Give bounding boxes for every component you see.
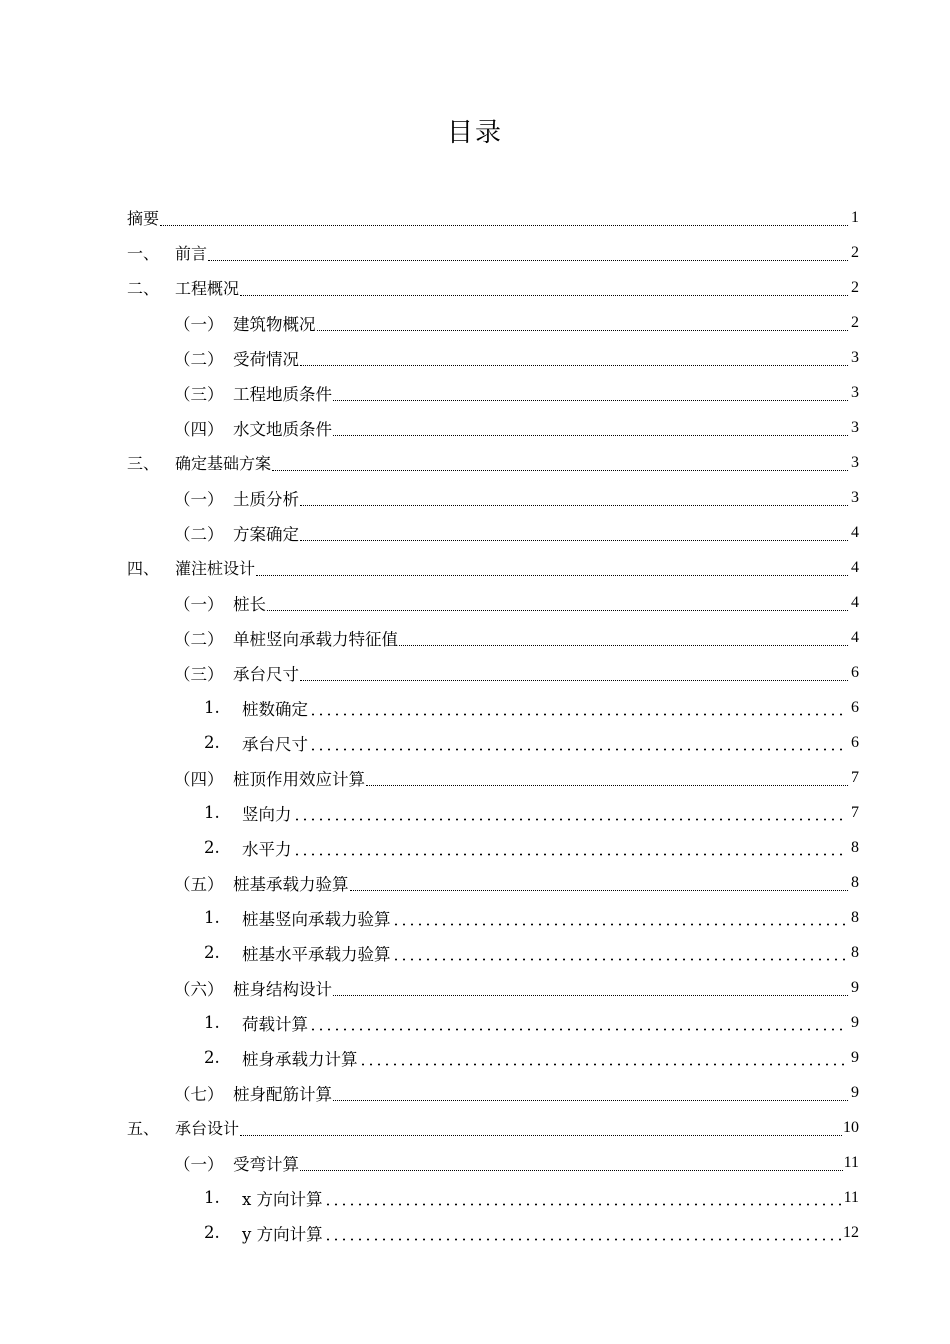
toc-entry-page-number: 12 [843,1223,859,1241]
toc-entry-number: 2. [204,733,220,752]
toc-entry-page-number: 10 [843,1118,859,1136]
toc-dot-leader [399,644,848,646]
toc-entry-number: 四、 [127,559,160,578]
toc-entry-label: 工程地质条件 [233,384,332,404]
toc-entry-page-number: 8 [851,873,859,891]
toc-entry-page-number: 4 [851,558,859,576]
toc-entry-label: 承台尺寸 [242,734,308,754]
toc-entry[interactable] [127,1075,859,1110]
toc-dot-leader [324,1237,842,1241]
toc-entry[interactable] [127,480,859,515]
toc-dot-leader [392,957,849,961]
toc-entry-label: 灌注桩设计 [175,559,256,578]
toc-entry-number: （七） [174,1084,224,1104]
toc-entry-label: 确定基础方案 [175,454,272,473]
toc-entry[interactable] [127,235,859,270]
toc-entry-page-number: 8 [851,943,859,961]
toc-entry-page-number: 3 [851,383,859,401]
toc-entry-number: （四） [174,419,224,439]
toc-entry-label: 建筑物概况 [233,314,316,334]
toc-entry-number: （二） [174,629,224,649]
toc-entry-number: 1. [204,1013,220,1032]
toc-entry-page-number: 6 [851,663,859,681]
toc-entry-number: 1. [204,803,220,822]
toc-dot-leader [160,224,848,226]
toc-dot-leader [350,889,849,891]
toc-entry[interactable] [127,515,859,550]
toc-entry-page-number: 4 [851,523,859,541]
toc-dot-leader [300,1169,843,1171]
toc-dot-leader [300,679,848,681]
toc-entry-page-number: 11 [843,1153,859,1171]
toc-entry-page-number: 9 [851,978,859,996]
toc-entry-label: 单桩竖向承载力特征值 [233,629,398,649]
toc-entry-label: y 方向计算 [242,1224,323,1244]
toc-dot-leader [317,329,849,331]
toc-entry-number: （六） [174,979,224,999]
toc-entry-page-number: 11 [843,1188,859,1206]
toc-entry-label: 桩基水平承载力验算 [242,944,391,964]
toc-entry[interactable] [127,375,859,410]
toc-dot-leader [256,574,848,576]
toc-dot-leader [300,504,848,506]
toc-entry-number: 一、 [127,244,160,263]
toc-entry-number: 1. [204,908,220,927]
toc-entry-page-number: 7 [851,768,859,786]
toc-entry-label: 水平力 [242,839,292,859]
toc-dot-leader [272,469,848,471]
toc-entry-number: （三） [174,664,224,684]
toc-dot-leader [293,817,849,821]
toc-entry[interactable] [127,200,859,235]
toc-entry[interactable] [127,340,859,375]
toc-entry[interactable] [127,795,859,830]
toc-dot-leader [333,1099,848,1101]
toc-entry[interactable] [127,585,859,620]
toc-entry-label: 桩长 [233,594,266,614]
toc-entry[interactable] [127,760,859,795]
toc-entry-page-number: 2 [851,278,859,296]
toc-entry-label: 受弯计算 [233,1154,299,1174]
toc-entry-label: 荷载计算 [242,1014,308,1034]
toc-entry-label: 桩数确定 [242,699,308,719]
toc-dot-leader [366,784,848,786]
toc-entry-page-number: 3 [851,418,859,436]
toc-dot-leader [208,259,848,261]
table-of-contents [127,200,859,1250]
toc-entry[interactable] [127,305,859,340]
toc-entry-page-number: 1 [851,208,859,226]
toc-entry-number: 1. [204,698,220,717]
toc-entry-number: 五、 [127,1119,160,1138]
toc-dot-leader [300,539,848,541]
toc-entry[interactable] [127,900,859,935]
toc-entry-page-number: 3 [851,348,859,366]
toc-entry-number: 1. [204,1188,220,1207]
toc-entry[interactable] [127,1215,859,1250]
toc-entry-number: （二） [174,349,224,369]
toc-entry[interactable] [127,1005,859,1040]
toc-entry-number: （一） [174,1154,224,1174]
toc-entry[interactable] [127,1180,859,1215]
toc-entry[interactable] [127,725,859,760]
toc-dot-leader [240,1134,842,1136]
toc-entry-number: 2. [204,1223,220,1242]
toc-entry-number: 三、 [127,454,160,473]
toc-entry-label: 桩身结构设计 [233,979,332,999]
toc-entry-page-number: 7 [851,803,859,821]
toc-entry-page-number: 3 [851,488,859,506]
toc-entry-label: 承台尺寸 [233,664,299,684]
toc-entry-page-number: 8 [851,908,859,926]
toc-entry[interactable] [127,550,859,585]
toc-entry-label: 前言 [175,244,208,263]
toc-entry-label: 土质分析 [233,489,299,509]
toc-entry-label: 桩身承载力计算 [242,1049,358,1069]
toc-entry-number: （五） [174,874,224,894]
toc-dot-leader [392,922,849,926]
toc-entry-number: 2. [204,943,220,962]
toc-dot-leader [309,747,848,751]
toc-entry-page-number: 4 [851,628,859,646]
toc-dot-leader [333,399,848,401]
toc-dot-leader [240,294,848,296]
toc-entry[interactable] [127,865,859,900]
toc-entry-label: 承台设计 [175,1119,240,1138]
toc-entry-page-number: 6 [851,698,859,716]
toc-dot-leader [333,994,848,996]
toc-entry-number: （一） [174,489,224,509]
toc-entry-label: 方案确定 [233,524,299,544]
page-title: 目录 [446,118,503,148]
toc-dot-leader [324,1202,843,1206]
toc-entry-label: 受荷情况 [233,349,299,369]
toc-entry-number: 2. [204,1048,220,1067]
toc-entry-page-number: 8 [851,838,859,856]
toc-entry-page-number: 6 [851,733,859,751]
toc-entry-label: 竖向力 [242,804,292,824]
toc-entry-number: （四） [174,769,224,789]
toc-entry-label: 桩基竖向承载力验算 [242,909,391,929]
toc-entry-label: 桩身配筋计算 [233,1084,332,1104]
toc-dot-leader [309,1027,848,1031]
toc-entry-page-number: 2 [851,313,859,331]
toc-dot-leader [359,1062,849,1066]
toc-entry-page-number: 4 [851,593,859,611]
toc-entry[interactable] [127,830,859,865]
toc-entry[interactable] [127,1040,859,1075]
toc-dot-leader [333,434,848,436]
toc-dot-leader [293,852,849,856]
toc-entry-page-number: 9 [851,1013,859,1031]
toc-entry-number: （一） [174,314,224,334]
toc-entry-number: 2. [204,838,220,857]
toc-entry[interactable] [127,655,859,690]
toc-entry[interactable] [127,445,859,480]
toc-entry[interactable] [127,935,859,970]
toc-entry-page-number: 3 [851,453,859,471]
toc-entry[interactable] [127,620,859,655]
toc-entry-page-number: 9 [851,1083,859,1101]
toc-entry-label: x 方向计算 [242,1189,323,1209]
toc-entry[interactable] [127,270,859,305]
toc-entry-page-number: 2 [851,243,859,261]
toc-entry-label: 工程概况 [175,279,240,298]
toc-dot-leader [300,364,848,366]
toc-entry[interactable] [127,970,859,1005]
toc-entry[interactable] [127,1145,859,1180]
toc-entry-number: 二、 [127,279,160,298]
toc-entry-label: 桩基承载力验算 [233,874,349,894]
toc-entry-label: 桩顶作用效应计算 [233,769,365,789]
toc-entry-label: 水文地质条件 [233,419,332,439]
toc-entry[interactable] [127,410,859,445]
toc-dot-leader [267,609,848,611]
toc-entry-page-number: 9 [851,1048,859,1066]
toc-dot-leader [309,712,848,716]
toc-entry-number: （三） [174,384,224,404]
toc-entry[interactable] [127,690,859,725]
toc-entry-number: （一） [174,594,224,614]
toc-entry-label: 摘要 [127,209,160,228]
toc-entry[interactable] [127,1110,859,1145]
toc-entry-number: （二） [174,524,224,544]
